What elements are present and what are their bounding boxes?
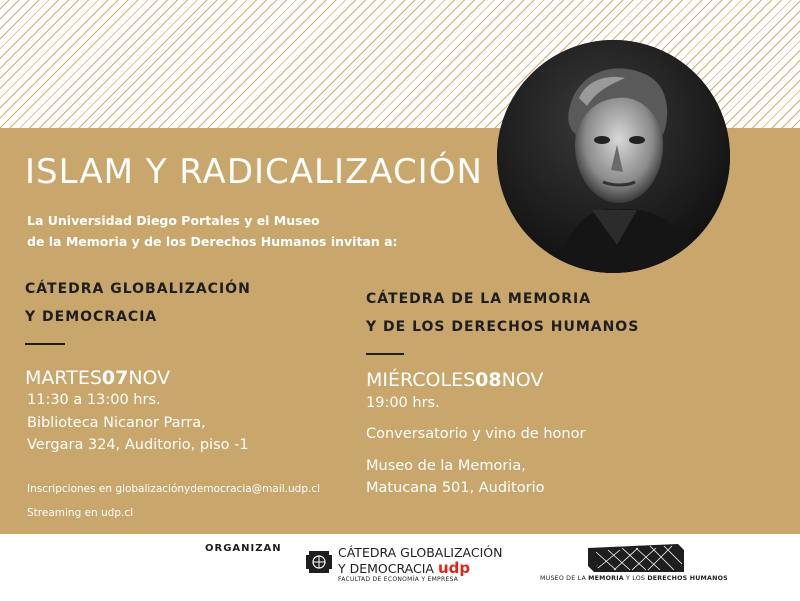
- right-place-line-2: Matucana 501, Auditorio: [366, 480, 545, 496]
- left-place-line-2: Vergara 324, Auditorio, piso -1: [27, 437, 249, 453]
- left-divider: [25, 343, 65, 345]
- logo-catedra-faculty: FACULTAD DE ECONOMÍA Y EMPRESA: [338, 576, 459, 583]
- catedra-globalizacion-logo: [306, 545, 503, 589]
- streaming-info: Streaming en udp.cl: [27, 507, 134, 519]
- right-weekday: MIÉRCOLES: [366, 369, 476, 391]
- museo-memoria-logo: [540, 542, 728, 586]
- right-month: NOV: [501, 369, 544, 391]
- logo-catedra-line-1: CÁTEDRA GLOBALIZACIÓN: [338, 545, 503, 560]
- logo-catedra-line-2: [338, 559, 470, 577]
- right-day-number: 08: [475, 369, 502, 391]
- museo-memoria: MEMORIA: [588, 575, 624, 582]
- left-date: [25, 367, 170, 389]
- logo-catedra-line-2-text: Y DEMOCRACIA: [338, 561, 434, 576]
- left-place-line-1: Biblioteca Nicanor Parra,: [27, 415, 206, 431]
- left-time: 11:30 a 13:00 hrs.: [27, 392, 161, 408]
- signup-info: Inscripciones en globalizaciónydemocracia@mail.udp.cl: [27, 483, 321, 495]
- right-divider: [366, 353, 404, 355]
- left-day-number: 07: [101, 367, 129, 389]
- right-activity: Conversatorio y vino de honor: [366, 426, 586, 442]
- museo-text: [540, 575, 728, 582]
- museum-building-icon: [586, 542, 686, 574]
- museo-mid: Y LOS: [626, 575, 646, 582]
- right-date: [366, 369, 543, 391]
- udp-wordmark: udp: [437, 559, 471, 577]
- right-catedra-line-1: CÁTEDRA DE LA MEMORIA: [366, 291, 592, 307]
- right-time: 19:00 hrs.: [366, 395, 440, 411]
- left-month: NOV: [128, 367, 171, 389]
- speaker-portrait: [497, 40, 730, 273]
- left-catedra-line-1: CÁTEDRA GLOBALIZACIÓN: [25, 281, 251, 297]
- museo-prefix: MUSEO DE LA: [540, 575, 586, 582]
- museo-ddhh: DERECHOS HUMANOS: [647, 575, 728, 582]
- event-title: ISLAM Y RADICALIZACIÓN: [25, 152, 483, 192]
- left-catedra-line-2: Y DEMOCRACIA: [25, 309, 158, 325]
- right-catedra-line-2: Y DE LOS DERECHOS HUMANOS: [366, 319, 640, 335]
- intro-line-2: de la Memoria y de los Derechos Humanos invitan a:: [27, 234, 398, 249]
- globe-book-icon: [306, 547, 332, 577]
- right-place-line-1: Museo de la Memoria,: [366, 458, 526, 474]
- left-weekday: MARTES: [25, 367, 102, 389]
- organizers-label: ORGANIZAN: [205, 543, 282, 554]
- intro-line-1: La Universidad Diego Portales y el Museo: [27, 213, 320, 228]
